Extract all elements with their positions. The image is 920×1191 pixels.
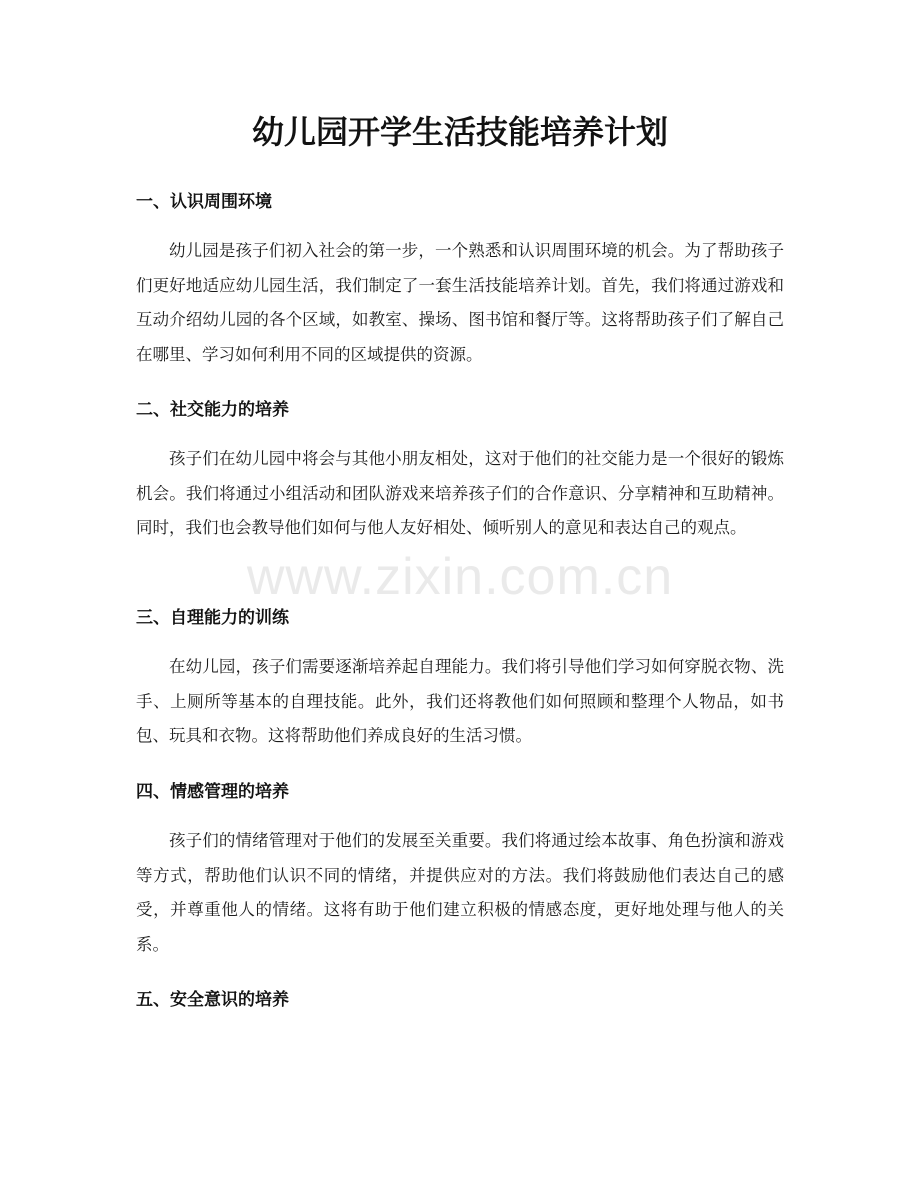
section-heading-5: 五、安全意识的培养	[136, 990, 289, 1010]
document-title: 幼儿园开学生活技能培养计划	[251, 113, 668, 151]
section-paragraph-3: 在幼儿园，孩子们需要逐渐培养起自理能力。我们将引导他们学习如何穿脱衣物、洗手、上厕所等基本的自理技能。此外，我们还将教他们如何照顾和整理个人物品，如书包、玩具和衣物。这将帮助他们养成良好的生活习惯。	[136, 657, 784, 745]
section-paragraph-4: 孩子们的情绪管理对于他们的发展至关重要。我们将通过绘本故事、角色扮演和游戏等方式，帮助他们认识不同的情绪，并提供应对的方法。我们将鼓励他们表达自己的感受，并尊重他人的情绪。这将有助于他们建立积极的情感态度，更好地处理与他人的关系。	[136, 831, 784, 954]
section-paragraph-2: 孩子们在幼儿园中将会与其他小朋友相处，这对于他们的社交能力是一个很好的锻炼机会。我们将通过小组活动和团队游戏来培养孩子们的合作意识、分享精神和互助精神。同时，我们也会教导他们如何与他人友好相处、倾听别人的意见和表达自己的观点。	[136, 449, 784, 537]
section-paragraph-1: 幼儿园是孩子们初入社会的第一步，一个熟悉和认识周围环境的机会。为了帮助孩子们更好地适应幼儿园生活，我们制定了一套生活技能培养计划。首先，我们将通过游戏和互动介绍幼儿园的各个区域，如教室、操场、图书馆和餐厅等。这将帮助孩子们了解自己在哪里、学习如何利用不同的区域提供的资源。	[136, 241, 784, 364]
section-heading-4: 四、情感管理的培养	[136, 782, 289, 802]
watermark: www.zixin.com.cn	[246, 548, 674, 606]
section-heading-1: 一、认识周围环境	[136, 192, 272, 212]
section-heading-2: 二、社交能力的培养	[136, 400, 289, 420]
section-heading-3: 三、自理能力的训练	[136, 608, 289, 628]
